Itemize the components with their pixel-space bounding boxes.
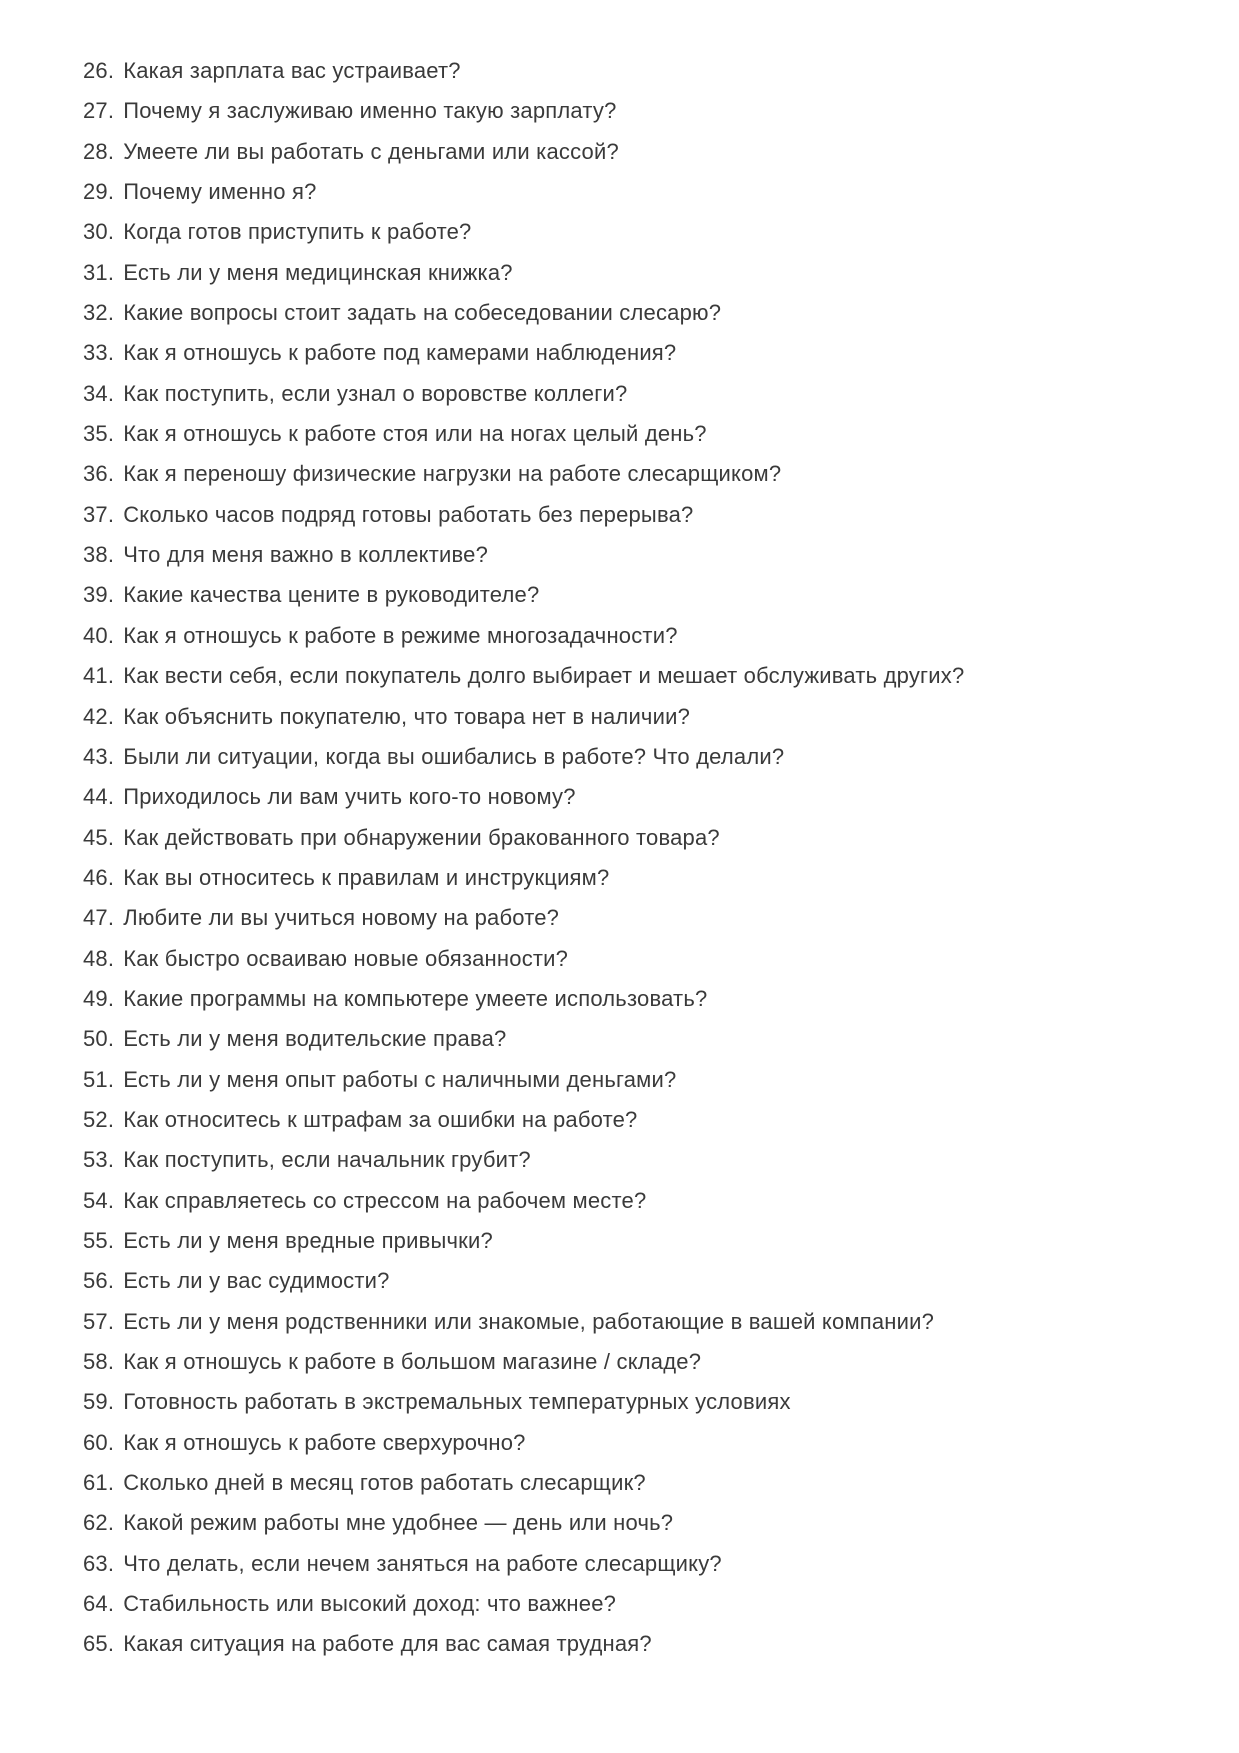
question-number: 41. (83, 663, 115, 689)
list-item (83, 1060, 1199, 1100)
question-text: Почему именно я? (123, 179, 317, 205)
question-number: 44. (83, 784, 115, 810)
question-text: Как объяснить покупателю, что товара нет в наличии? (123, 703, 691, 729)
list-item (83, 1503, 1199, 1543)
question-number: 29. (83, 179, 115, 205)
question-number: 49. (83, 985, 115, 1011)
question-text: Какие программы на компьютере умеете использовать? (123, 985, 708, 1011)
list-item (83, 1584, 1199, 1624)
question-text: Как вы относитесь к правилам и инструкциям? (123, 864, 610, 890)
question-number: 52. (83, 1106, 115, 1132)
question-text: Что для меня важно в коллективе? (123, 542, 489, 568)
list-item (83, 414, 1199, 454)
question-text: Есть ли у меня родственники или знакомые, работающие в вашей компании? (123, 1308, 935, 1334)
question-text: Как я переношу физические нагрузки на работе слесарщиком? (123, 461, 782, 487)
question-number: 60. (83, 1429, 115, 1455)
list-item (83, 656, 1199, 696)
question-number: 50. (83, 1026, 115, 1052)
question-number: 28. (83, 138, 115, 164)
question-text: Как я отношусь к работе под камерами наблюдения? (123, 340, 677, 366)
question-text: Есть ли у меня водительские права? (123, 1026, 507, 1052)
question-number: 58. (83, 1349, 115, 1374)
question-number: 34. (83, 380, 115, 406)
question-text: Как вести себя, если покупатель долго выбирает и мешает обслуживать других? (123, 663, 965, 689)
question-text: Как я отношусь к работе в режиме многозадачности? (123, 622, 678, 648)
list-item (83, 818, 1199, 858)
question-text: Как быстро осваиваю новые обязанности? (123, 945, 569, 971)
list-item (83, 697, 1199, 737)
question-text: Есть ли у меня опыт работы с наличными деньгами? (123, 1066, 677, 1092)
list-item (83, 132, 1199, 172)
list-item (83, 172, 1199, 212)
question-text: Сколько часов подряд готовы работать без перерыва? (123, 501, 694, 527)
question-number: 59. (83, 1389, 115, 1415)
question-list (83, 51, 1199, 1665)
question-number: 27. (83, 98, 115, 124)
question-text: Есть ли у меня вредные привычки? (123, 1227, 493, 1253)
question-number: 55. (83, 1227, 115, 1253)
list-item (83, 333, 1199, 373)
question-number: 43. (83, 743, 115, 769)
question-number: 31. (83, 259, 115, 285)
list-item (83, 858, 1199, 898)
list-item (83, 1302, 1199, 1342)
question-number: 36. (83, 461, 115, 487)
list-item (83, 293, 1199, 333)
list-item (83, 91, 1199, 131)
question-number: 62. (83, 1510, 115, 1536)
question-number: 46. (83, 864, 115, 890)
question-number: 37. (83, 501, 115, 527)
list-item (83, 1423, 1199, 1463)
list-item (83, 1342, 1199, 1382)
list-item (83, 374, 1199, 414)
question-number: 35. (83, 421, 115, 447)
question-number: 32. (83, 300, 115, 326)
question-text: Какой режим работы мне удобнее — день или ночь? (123, 1510, 674, 1536)
list-item (83, 253, 1199, 293)
question-number: 65. (83, 1631, 115, 1657)
question-number: 47. (83, 905, 115, 931)
question-text: Какая зарплата вас устраивает? (123, 58, 461, 83)
question-text: Как относитесь к штрафам за ошибки на работе? (123, 1106, 638, 1132)
list-item (83, 737, 1199, 777)
question-number: 40. (83, 622, 115, 648)
question-text: Какие вопросы стоит задать на собеседовании слесарю? (123, 300, 722, 326)
list-item (83, 454, 1199, 494)
question-text: Что делать, если нечем заняться на работе слесарщику? (123, 1550, 722, 1576)
question-number: 53. (83, 1147, 115, 1173)
list-item (83, 1544, 1199, 1584)
question-text: Умеете ли вы работать с деньгами или кассой? (123, 138, 619, 164)
list-item (83, 575, 1199, 615)
question-text: Стабильность или высокий доход: что важнее? (123, 1591, 617, 1617)
question-text: Есть ли у вас судимости? (123, 1268, 390, 1294)
list-item (83, 1624, 1199, 1664)
list-item (83, 1221, 1199, 1261)
question-text: Были ли ситуации, когда вы ошибались в работе? Что делали? (123, 743, 785, 769)
question-text: Как справляетесь со стрессом на рабочем месте? (123, 1187, 647, 1213)
question-number: 56. (83, 1268, 115, 1294)
question-text: Есть ли у меня медицинская книжка? (123, 259, 513, 285)
list-item (83, 51, 1199, 91)
question-text: Как я отношусь к работе в большом магазине / складе? (123, 1349, 702, 1374)
list-item (83, 1181, 1199, 1221)
question-text: Почему я заслуживаю именно такую зарплату? (123, 98, 617, 124)
list-item (83, 1382, 1199, 1422)
list-item (83, 898, 1199, 938)
list-item (83, 616, 1199, 656)
question-number: 64. (83, 1591, 115, 1617)
list-item (83, 777, 1199, 817)
question-number: 38. (83, 542, 115, 568)
question-number: 54. (83, 1187, 115, 1213)
question-number: 30. (83, 219, 115, 245)
question-number: 45. (83, 824, 115, 850)
list-item (83, 535, 1199, 575)
question-text: Как поступить, если начальник грубит? (123, 1147, 531, 1173)
list-item (83, 1140, 1199, 1180)
question-number: 26. (83, 58, 115, 83)
question-number: 51. (83, 1066, 115, 1092)
question-text: Любите ли вы учиться новому на работе? (123, 905, 560, 931)
question-text: Как действовать при обнаружении бракованного товара? (123, 824, 720, 850)
question-text: Как я отношусь к работе сверхурочно? (123, 1429, 526, 1455)
list-item (83, 1261, 1199, 1301)
question-text: Приходилось ли вам учить кого-то новому? (123, 784, 576, 810)
list-item (83, 212, 1199, 252)
question-text: Когда готов приступить к работе? (123, 219, 472, 245)
list-item (83, 495, 1199, 535)
question-number: 33. (83, 340, 115, 366)
question-text: Как поступить, если узнал о воровстве коллеги? (123, 380, 628, 406)
question-text: Готовность работать в экстремальных температурных условиях (123, 1389, 791, 1415)
question-text: Какая ситуация на работе для вас самая трудная? (123, 1631, 652, 1657)
list-item (83, 939, 1199, 979)
list-item (83, 1100, 1199, 1140)
list-item (83, 1463, 1199, 1503)
question-number: 57. (83, 1308, 115, 1334)
question-number: 42. (83, 703, 115, 729)
question-number: 48. (83, 945, 115, 971)
question-number: 63. (83, 1550, 115, 1576)
list-item (83, 979, 1199, 1019)
question-text: Какие качества цените в руководителе? (123, 582, 540, 608)
question-text: Сколько дней в месяц готов работать слесарщик? (123, 1470, 646, 1496)
question-number: 61. (83, 1470, 115, 1496)
list-item (83, 1019, 1199, 1059)
question-text: Как я отношусь к работе стоя или на ногах целый день? (123, 421, 707, 447)
question-number: 39. (83, 582, 115, 608)
